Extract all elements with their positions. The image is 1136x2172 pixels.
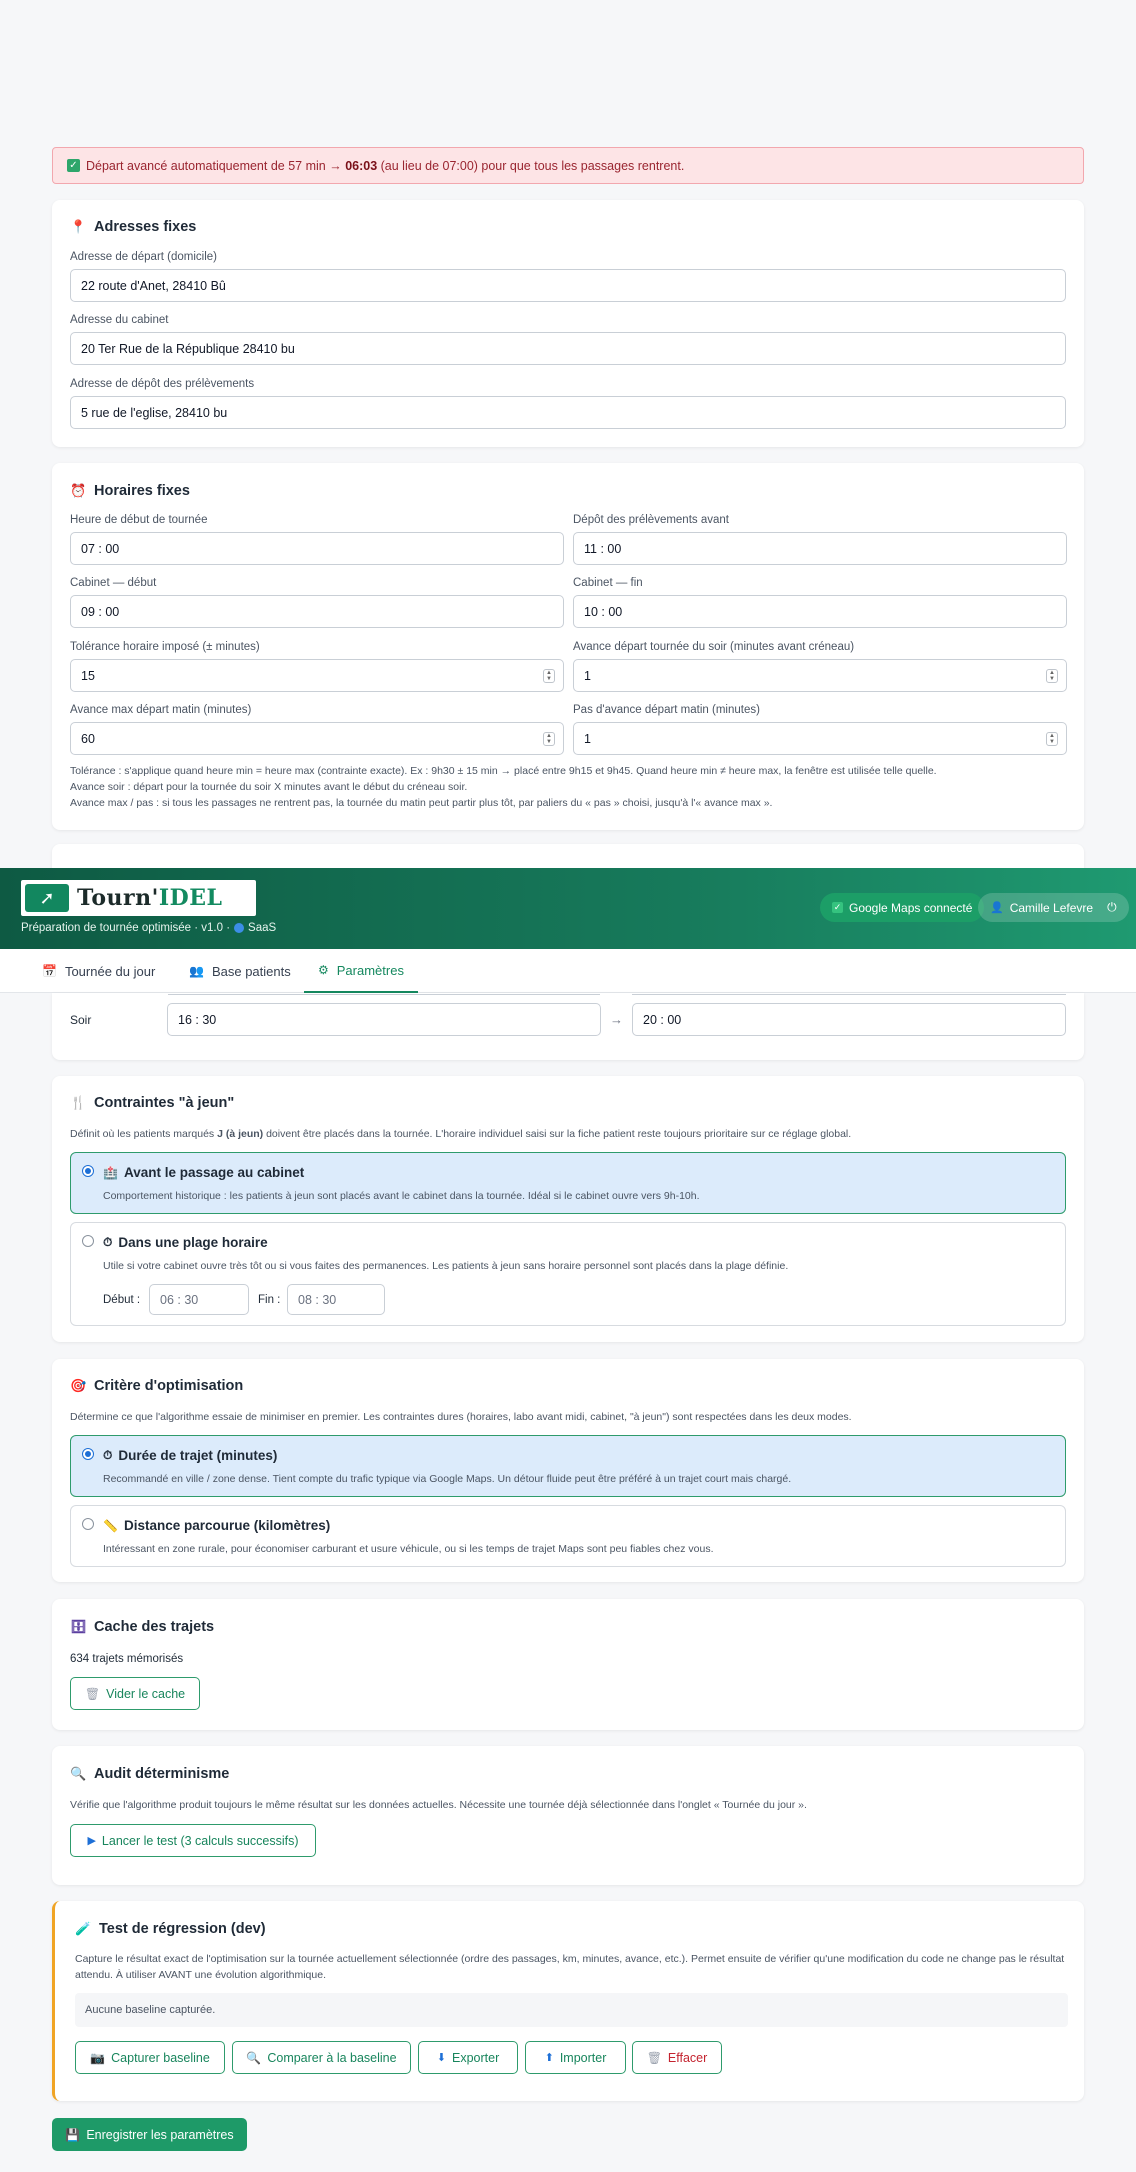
auto-advance-alert [52, 147, 1084, 184]
cache-card [52, 1599, 1084, 1730]
tab-patients[interactable]: 👥 Base patients [189, 963, 291, 979]
camera-icon: 📷 [90, 2050, 106, 2065]
hospital-icon: 🏥 [103, 1165, 118, 1180]
arrow-icon: → [610, 1012, 623, 1027]
app-header [0, 868, 1136, 949]
alert-text: Départ avancé automatiquement de 57 min → 06:03 (au lieu de 07:00) pour que tous les passages rentrent. [86, 158, 685, 173]
max-advance-input[interactable]: 60 ▲ ▼ [70, 722, 564, 755]
stepper-icon[interactable]: ▲ ▼ [1046, 669, 1058, 683]
fasting-end-input[interactable]: 08 : 30 [287, 1284, 385, 1315]
hours-help [70, 763, 1070, 811]
depot-address-input[interactable]: 5 rue de l'eglise, 28410 bu [70, 396, 1066, 429]
radio-duration[interactable] [82, 1448, 94, 1460]
evening-advance-input[interactable]: 1 ▲ ▼ [573, 659, 1067, 692]
tolerance-label: Tolérance horaire imposé (± minutes) [70, 641, 260, 653]
database-icon: 🗄 [70, 1619, 87, 1634]
optimisation-card [52, 1359, 1084, 1582]
audit-card [52, 1746, 1084, 1885]
floppy-disk-icon: 💾 [65, 2127, 81, 2142]
capture-baseline-button[interactable]: 📷 Capturer baseline [75, 2041, 225, 2074]
tab-tournee[interactable]: 📅 Tournée du jour [42, 963, 156, 979]
cabinet-end-input[interactable]: 10 : 00 [573, 595, 1067, 628]
user-menu[interactable] [978, 893, 1129, 922]
cabinet-address-input[interactable]: 20 Ter Rue de la République 28410 bu [70, 332, 1066, 365]
run-audit-button[interactable]: ▶ Lancer le test (3 calculs successifs) [70, 1824, 316, 1857]
magnifier-icon: 🔍 [70, 1766, 87, 1781]
optim-option-distance[interactable] [70, 1505, 1066, 1567]
stopwatch-icon: ⏱ [103, 1235, 113, 1249]
fasting-option-time-range[interactable] [70, 1222, 1066, 1326]
fork-knife-icon: 🍴 [70, 1095, 87, 1110]
depot-time-input[interactable]: 11 : 00 [573, 532, 1067, 565]
radio-distance[interactable] [82, 1518, 94, 1530]
gear-icon: ⚙ [318, 963, 329, 977]
check-icon: ✓ [67, 159, 80, 172]
optimisation-intro: Détermine ce que l'algorithme essaie de minimiser en premier. Les contraintes dures (horaires, labo avant midi, cabinet, "à jeun") sont respectées dans les deux modes. [70, 1411, 852, 1423]
option-desc: Recommandé en ville / zone dense. Tient compte du trafic typique via Google Maps. Un détour fluide peut être préféré à un trajet court mais chargé. [103, 1473, 792, 1485]
audit-desc: Vérifie que l'algorithme produit toujours le même résultat sur les données actuelles. Nécessite une tournée déjà sélectionnée dans l'onglet « Tournée du jour ». [70, 1799, 807, 1811]
trash-icon: 🗑 [84, 1686, 101, 1701]
help-max-step: Avance max / pas : si tous les passages ne rentrent pas, la tournée du matin peut partir plus tôt, par paliers du « pas » choisi, jusqu'à l'« avance max ». [70, 797, 773, 809]
help-tolerance: Tolérance : s'applique quand heure min = heure max (contrainte exacte). Ex : 9h30 ± 15 min → placé entre 9h15 et 9h45. Quand heure min ≠ heure max, la fenêtre est utilisée telle quelle. [70, 765, 937, 777]
stepper-icon[interactable]: ▲ ▼ [1046, 732, 1058, 746]
cabinet-start-input[interactable]: 09 : 00 [70, 595, 564, 628]
evening-advance-label: Avance départ tournée du soir (minutes avant créneau) [573, 641, 855, 653]
start-time-input[interactable]: 07 : 00 [70, 532, 564, 565]
maps-status-badge: ✓ Google Maps connecté [820, 893, 984, 922]
stepper-icon[interactable]: ▲ ▼ [543, 669, 555, 683]
clear-cache-button[interactable]: 🗑 Vider le cache [70, 1677, 200, 1710]
help-evening: Avance soir : départ pour la tournée du soir X minutes avant le début du créneau soir. [70, 781, 468, 793]
user-icon: 👤 [990, 902, 1004, 914]
addresses-card [52, 200, 1084, 447]
optim-option-duration[interactable] [70, 1435, 1066, 1497]
check-icon: ✓ [833, 902, 842, 912]
slots-card [52, 993, 1084, 1060]
radio-time-range[interactable] [82, 1235, 94, 1247]
fasting-start-input[interactable]: 06 : 30 [149, 1284, 249, 1315]
depart-address-label: Adresse de départ (domicile) [70, 251, 218, 263]
power-icon[interactable]: ⏻ [1107, 900, 1117, 914]
main-tabs [0, 949, 1136, 993]
fasting-title: 🍴 Contraintes "à jeun" [70, 1095, 235, 1111]
option-title: ⏱ Durée de trajet (minutes) [103, 1448, 278, 1463]
alarm-clock-icon: ⏰ [70, 483, 87, 498]
fasting-option-before-cabinet[interactable] [70, 1152, 1066, 1214]
regression-desc: Capture le résultat exact de l'optimisation sur la tournée actuellement sélectionnée (ordre des passages, km, minutes, avance, etc.). Permet ensuite de vérifier qu'une modification du code ne change pas le résultat attendu. À utiliser AVANT une évolution algorithmique. [75, 1953, 1065, 1981]
clear-baseline-button[interactable]: 🗑 Effacer [632, 2041, 722, 2074]
depot-address-label: Adresse de dépôt des prélèvements [70, 378, 255, 390]
user-name: Camille Lefevre [1009, 900, 1094, 915]
save-settings-button[interactable]: 💾 Enregistrer les paramètres [52, 2118, 247, 2151]
calendar-icon: 📅 [42, 964, 57, 978]
regression-card [52, 1901, 1084, 2101]
radio-before-cabinet[interactable] [82, 1165, 94, 1177]
fasting-start-label: Début : [103, 1294, 141, 1306]
regression-title: 🧪 Test de régression (dev) [75, 1921, 266, 1937]
cabinet-start-label: Cabinet — début [70, 577, 157, 589]
tab-settings[interactable]: ⚙ Paramètres [304, 949, 418, 993]
app-subtitle: Préparation de tournée optimisée · v1.0 · SaaS [21, 922, 277, 934]
trash-icon: 🗑 [646, 2050, 662, 2065]
option-title: 📏 Distance parcourue (kilomètres) [103, 1518, 331, 1533]
hours-title: ⏰ Horaires fixes [70, 483, 190, 499]
cache-count: 634 trajets mémorisés [70, 1653, 184, 1665]
tolerance-input[interactable]: 15 ▲ ▼ [70, 659, 564, 692]
hours-card [52, 463, 1084, 830]
depot-time-label: Dépôt des prélèvements avant [573, 514, 729, 526]
fasting-end-label: Fin : [258, 1294, 281, 1306]
route-logo-icon: ➚ [25, 884, 69, 912]
depart-address-input[interactable]: 22 route d'Anet, 28410 Bû [70, 269, 1066, 302]
import-button[interactable]: ⬆ Importer [525, 2041, 626, 2074]
baseline-status: Aucune baseline capturée. [75, 1993, 1068, 2027]
cabinet-end-label: Cabinet — fin [573, 577, 643, 589]
advance-step-label: Pas d'avance départ matin (minutes) [573, 704, 760, 716]
audit-title: 🔍 Audit déterminisme [70, 1766, 230, 1782]
cache-title: 🗄 Cache des trajets [70, 1619, 215, 1635]
option-title: 🏥 Avant le passage au cabinet [103, 1165, 305, 1180]
addresses-title: 📍 Adresses fixes [70, 219, 197, 235]
stepper-icon[interactable]: ▲ ▼ [543, 732, 555, 746]
pin-icon: 📍 [70, 219, 87, 234]
people-icon: 👥 [189, 964, 204, 978]
test-tube-icon: 🧪 [75, 1921, 92, 1936]
option-desc: Intéressant en zone rurale, pour économiser carburant et usure véhicule, ou si les temps de trajet Maps sont peu fiables chez vous. [103, 1543, 714, 1555]
app-logo[interactable]: ➚ Tourn'IDEL [21, 880, 256, 916]
compare-baseline-button[interactable]: 🔍 Comparer à la baseline [232, 2041, 411, 2074]
optimisation-title: 🎯 Critère d'optimisation [70, 1378, 244, 1394]
upload-icon: ⬆ [544, 2052, 554, 2064]
target-icon: 🎯 [70, 1378, 87, 1393]
download-icon: ⬇ [436, 2052, 446, 2064]
fasting-intro: Définit où les patients marqués J (à jeun) doivent être placés dans la tournée. L'horaire individuel saisi sur la fiche patient reste toujours prioritaire sur ce réglage global. [70, 1128, 852, 1140]
option-title: ⏱ Dans une plage horaire [103, 1235, 268, 1250]
max-advance-label: Avance max départ matin (minutes) [70, 704, 252, 716]
hidden-card-top [52, 844, 1084, 870]
magnifier-icon: 🔍 [246, 2050, 262, 2065]
evening-start-input[interactable]: 16 : 30 [167, 1003, 601, 1036]
stopwatch-icon: ⏱ [103, 1448, 113, 1462]
globe-icon [234, 923, 244, 933]
option-desc: Utile si votre cabinet ouvre très tôt ou si vous faites des permanences. Les patients à jeun sans horaire personnel sont placés dans la plage définie. [103, 1260, 789, 1272]
evening-end-input[interactable]: 20 : 00 [632, 1003, 1066, 1036]
fasting-card [52, 1076, 1084, 1342]
cabinet-address-label: Adresse du cabinet [70, 314, 169, 326]
ruler-icon: 📏 [103, 1518, 118, 1533]
start-time-label: Heure de début de tournée [70, 514, 208, 526]
option-desc: Comportement historique : les patients à jeun sont placés avant le cabinet dans la tournée. Idéal si le cabinet ouvre vers 9h-10h. [103, 1190, 700, 1202]
play-icon: ▶ [87, 1835, 96, 1847]
advance-step-input[interactable]: 1 ▲ ▼ [573, 722, 1067, 755]
evening-label: Soir [70, 1013, 92, 1027]
export-button[interactable]: ⬇ Exporter [418, 2041, 518, 2074]
